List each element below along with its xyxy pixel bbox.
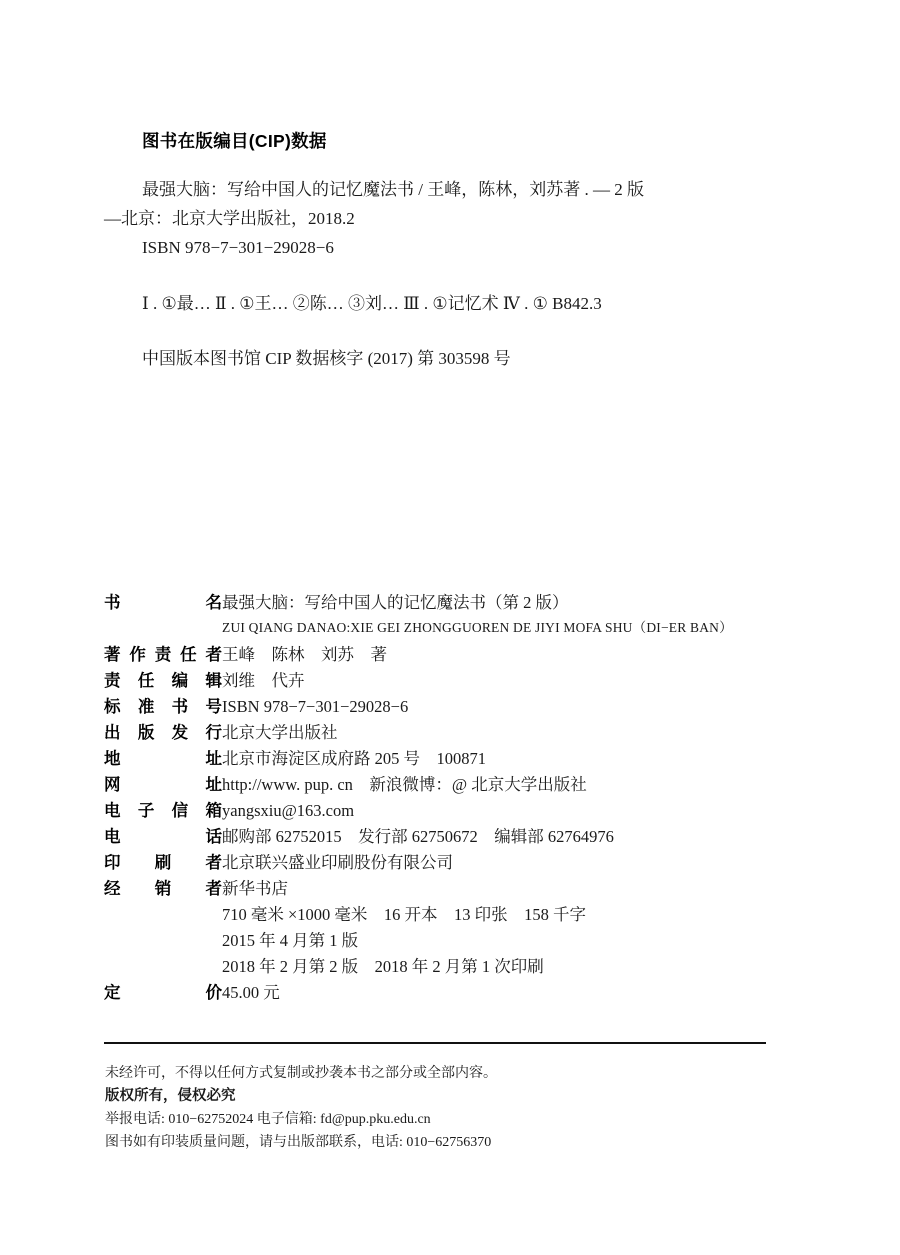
quality-contact: 图书如有印装质量问题，请与出版部联系，电话: 010−62756370	[105, 1135, 492, 1150]
colophon-value: 最强大脑：写给中国人的记忆魔法书（第 2 版）	[222, 593, 569, 612]
colophon-value: 2018 年 2 月第 2 版 2018 年 2 月第 1 次印刷	[222, 957, 544, 976]
legal-footer	[105, 1062, 805, 1154]
cip-title-line: 最强大脑：写给中国人的记忆魔法书 / 王峰，陈林，刘苏著 . — 2 版	[142, 180, 644, 199]
colophon-row-first-edition	[104, 928, 804, 954]
colophon-value: 王峰 陈林 刘苏 著	[222, 645, 387, 664]
colophon-row-printer	[104, 850, 804, 876]
colophon-label	[104, 902, 222, 928]
colophon-value: 45.00 元	[222, 983, 280, 1002]
colophon-row-price	[104, 980, 804, 1006]
colophon-label: 经销者	[104, 880, 222, 898]
colophon-label	[104, 928, 222, 954]
colophon-label: 网 址	[104, 776, 222, 794]
colophon-value: ZUI QIANG DANAO:XIE GEI ZHONGGUOREN DE JIYI MOFA SHU（DI−ER BAN）	[222, 620, 733, 635]
colophon-value: 710 毫米 ×1000 毫米 16 开本 13 印张 158 千字	[222, 905, 587, 924]
colophon-label	[104, 954, 222, 980]
colophon-row-email	[104, 798, 804, 824]
colophon-value: 刘维 代卉	[222, 671, 305, 690]
colophon-label: 著作责任者	[104, 646, 222, 664]
colophon-label: 电 话	[104, 828, 222, 846]
colophon-value: 北京大学出版社	[222, 723, 338, 742]
cip-classification-line: Ⅰ . ①最… Ⅱ . ①王… ②陈… ③刘… Ⅲ . ①记忆术 Ⅳ . ① B842.3	[142, 294, 602, 313]
report-contact: 举报电话: 010−62752024 电子信箱: fd@pup.pku.edu.cn	[105, 1112, 431, 1127]
colophon-table	[104, 590, 804, 1006]
copy-notice: 未经许可，不得以任何方式复制或抄袭本书之部分或全部内容。	[105, 1066, 497, 1081]
colophon-label: 责任编辑	[104, 672, 222, 690]
colophon-label	[104, 616, 222, 642]
colophon-value: 北京市海淀区成府路 205 号 100871	[222, 749, 486, 768]
colophon-label: 地 址	[104, 750, 222, 768]
colophon-value: 邮购部 62752015 发行部 62750672 编辑部 62764976	[222, 827, 614, 846]
colophon-row-publisher	[104, 720, 804, 746]
colophon-label: 书 名	[104, 594, 222, 612]
colophon-value: 北京联兴盛业印刷股份有限公司	[222, 853, 453, 872]
colophon-row-book-name	[104, 590, 804, 616]
colophon-value: yangsxiu@163.com	[222, 801, 355, 820]
colophon-label: 印刷者	[104, 854, 222, 872]
colophon-value: 新华书店	[222, 879, 288, 898]
colophon-value: ISBN 978−7−301−29028−6	[222, 697, 409, 716]
horizontal-divider	[104, 1042, 766, 1044]
colophon-row-website	[104, 772, 804, 798]
cip-registry-line: 中国版本图书馆 CIP 数据核字 (2017) 第 303598 号	[142, 349, 511, 368]
colophon-row-phone	[104, 824, 804, 850]
colophon-label: 出版发行	[104, 724, 222, 742]
colophon-row-specs	[104, 902, 804, 928]
colophon-row-isbn	[104, 694, 804, 720]
cip-isbn-line: ISBN 978−7−301−29028−6	[142, 238, 334, 257]
cip-block	[104, 128, 804, 373]
copyright-statement: 版权所有，侵权必究	[105, 1088, 236, 1104]
colophon-row-second-edition	[104, 954, 804, 980]
colophon-label: 定 价	[104, 984, 222, 1002]
colophon-row-authors	[104, 642, 804, 668]
colophon-row-editor	[104, 668, 804, 694]
colophon-row-pinyin	[104, 616, 804, 642]
cip-heading: 图书在版编目(CIP)数据	[142, 131, 327, 151]
colophon-value: http://www. pup. cn 新浪微博：@ 北京大学出版社	[222, 775, 587, 794]
colophon-value: 2015 年 4 月第 1 版	[222, 931, 359, 950]
colophon-label: 标准书号	[104, 698, 222, 716]
colophon-row-address	[104, 746, 804, 772]
colophon-row-distributor	[104, 876, 804, 902]
colophon-label: 电子信箱	[104, 802, 222, 820]
cip-publisher-line: —北京：北京大学出版社，2018.2	[104, 209, 355, 228]
